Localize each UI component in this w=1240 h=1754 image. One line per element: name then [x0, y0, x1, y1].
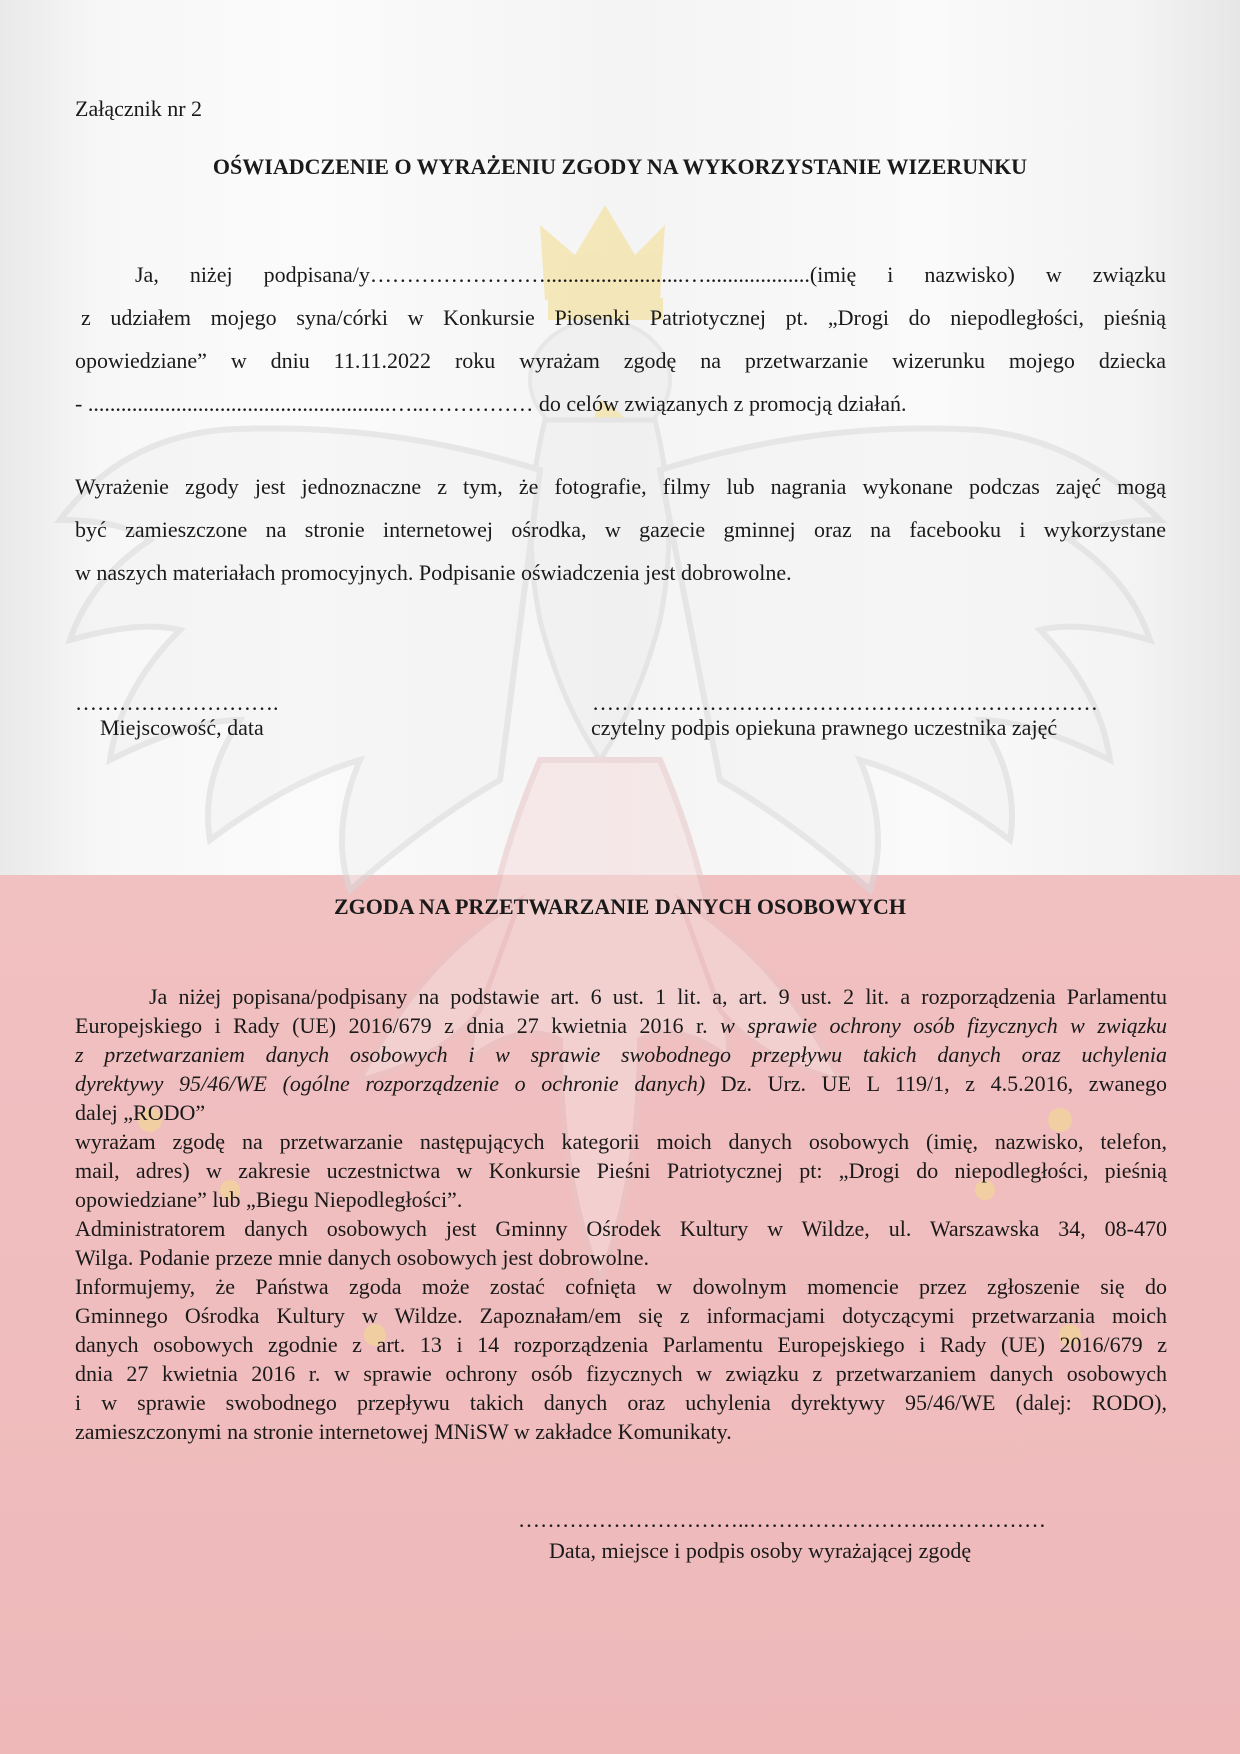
guardian-signature-label: czytelny podpis opiekuna prawnego uczestnika zajęć: [591, 715, 1058, 740]
section2-title: ZGODA NA PRZETWARZANIE DANYCH OSOBOWYCH: [333, 894, 907, 919]
paragraph-line: opowiedziane” lub „Biegu Niepodległości”.: [75, 1187, 463, 1212]
paragraph-line: i w sprawie swobodnego przepływu takich danych oraz uchylenia dyrektywy 95/46/WE (dalej: RODO),: [75, 1390, 1167, 1415]
paragraph-line: być zamieszczone na stronie internetowej ośrodka, w gazecie gminnej oraz na facebooku i wykorzystane: [75, 517, 1166, 542]
paragraph-line: Gminnego Ośrodka Kultury w Wildze. Zapoznałam/em się z informacjami dotyczącymi przetwarzania moich: [75, 1303, 1167, 1328]
paragraph-line: Informujemy, że Państwa zgoda może zostać cofnięta w dowolnym momencie przez zgłoszenie się do: [75, 1274, 1167, 1299]
paragraph-line: w naszych materiałach promocyjnych. Podpisanie oświadczenia jest dobrowolne.: [75, 560, 792, 585]
paragraph-line: dnia 27 kwietnia 2016 r. w sprawie ochrony osób fizycznych w związku z przetwarzaniem danych osobowych: [75, 1361, 1167, 1386]
consent-signature-line: …………………………..……………………..……………: [518, 1507, 1046, 1532]
image-consent-info-paragraph: [75, 465, 1166, 594]
paragraph-line: danych osobowych zgodnie z art. 13 i 14 rozporządzenia Parlamentu Europejskiego i Rady (UE) 2016/679 z: [75, 1332, 1167, 1357]
paragraph-line: - .......................................................…..…………… do celów związanych z promocją działań.: [75, 391, 907, 416]
paragraph-line: opowiedziane” w dniu 11.11.2022 roku wyrażam zgodę na przetwarzanie wizerunku mojego dziecka: [75, 348, 1166, 373]
paragraph-line: Wilga. Podanie przeze mnie danych osobowych jest dobrowolne.: [75, 1245, 650, 1270]
annex-label: Załącznik nr 2: [75, 96, 203, 121]
paragraph-line: mail, adres) w zakresie uczestnictwa w Konkursie Pieśni Patriotycznej pt: „Drogi do niepodległości, pieśnią: [75, 1158, 1167, 1183]
data-processing-consent-text: [75, 982, 1167, 1446]
regulation-title-italic: w sprawie ochrony osób fizycznych w związku: [720, 1013, 1168, 1038]
place-date-signature-line: ……………………….: [75, 690, 279, 715]
paragraph-line: [75, 1069, 1167, 1098]
regulation-reference: Europejskiego i Rady (UE) 2016/679 z dnia 27 kwietnia 2016 r.: [75, 1013, 708, 1038]
paragraph-line: Ja niżej popisana/podpisany na podstawie art. 6 ust. 1 lit. a, art. 9 ust. 2 lit. a rozporządzenia Parlamentu: [149, 984, 1167, 1009]
paragraph-line: Wyrażenie zgody jest jednoznaczne z tym, że fotografie, filmy lub nagrania wykonane podczas zajęć mogą: [75, 474, 1166, 499]
section1-title: OŚWIADCZENIE O WYRAŻENIU ZGODY NA WYKORZYSTANIE WIZERUNKU: [212, 154, 1028, 179]
regulation-title-italic: dyrektywy 95/46/WE (ogólne rozporządzenie o ochronie danych): [75, 1071, 706, 1096]
journal-reference: Dz. Urz. UE L 119/1, z 4.5.2016, zwanego: [720, 1071, 1167, 1096]
paragraph-line: [75, 1040, 1167, 1069]
image-consent-paragraph: [75, 253, 1166, 425]
paragraph-line: dalej „RODO”: [75, 1100, 206, 1125]
paragraph-line: [75, 1011, 1167, 1040]
consent-signature-label: Data, miejsce i podpis osoby wyrażającej zgodę: [549, 1538, 972, 1563]
guardian-signature-line: ……………………………………………………………: [592, 690, 1098, 715]
paragraph-line: Ja, niżej podpisana/y…………………….........................…...................(imię i nazwisko) w związku: [135, 262, 1166, 287]
regulation-title-italic: z przetwarzaniem danych osobowych i w sprawie swobodnego przepływu takich danych oraz uchylenia: [75, 1042, 1167, 1067]
paragraph-line: z udziałem mojego syna/córki w Konkursie Piosenki Patriotycznej pt. „Drogi do niepodległości, pieśnią: [81, 305, 1166, 330]
paragraph-line: wyrażam zgodę na przetwarzanie następujących kategorii moich danych osobowych (imię, nazwisko, telefon,: [75, 1129, 1167, 1154]
paragraph-line: Administratorem danych osobowych jest Gminny Ośrodek Kultury w Wildze, ul. Warszawska 34, 08-470: [75, 1216, 1167, 1241]
paragraph-line: zamieszczonymi na stronie internetowej MNiSW w zakładce Komunikaty.: [75, 1419, 732, 1444]
place-date-label: Miejscowość, data: [100, 715, 264, 740]
